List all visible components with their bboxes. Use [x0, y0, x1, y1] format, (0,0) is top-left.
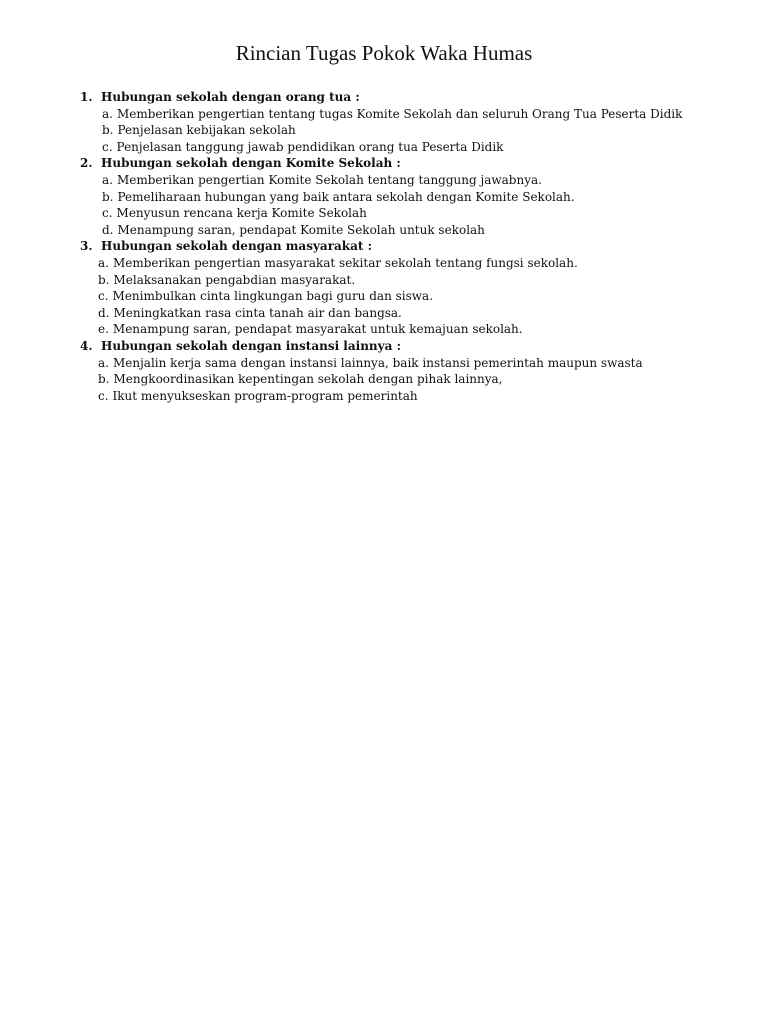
list-item	[102, 205, 697, 222]
section-title: Hubungan sekolah dengan masyarakat :	[101, 239, 373, 254]
section-heading	[80, 89, 697, 106]
list-item	[98, 272, 697, 289]
item-letter: b.	[102, 189, 114, 204]
section-1	[80, 89, 697, 155]
item-letter: b.	[102, 123, 114, 138]
section-number: 2.	[80, 156, 93, 171]
item-letter: a.	[102, 172, 113, 187]
item-text: Menjalin kerja sama dengan instansi lainnya, baik instansi pemerintah maupun swasta	[112, 355, 643, 370]
item-letter: c.	[98, 289, 109, 304]
list-item	[102, 122, 697, 139]
item-text: Memberikan pengertian tentang tugas Komite Sekolah dan seluruh Orang Tua Peserta Didik	[116, 106, 683, 121]
item-letter: d.	[102, 222, 114, 237]
item-text: Penjelasan kebijakan sekolah	[117, 123, 296, 138]
item-letter: a.	[98, 355, 109, 370]
item-letter: b.	[98, 272, 110, 287]
section-items	[80, 106, 697, 156]
item-text: Ikut menyukseskan program-program pemerintah	[112, 388, 418, 403]
section-title: Hubungan sekolah dengan Komite Sekolah :	[101, 156, 401, 171]
list-item	[98, 288, 697, 305]
section-number: 3.	[80, 239, 93, 254]
section-title: Hubungan sekolah dengan orang tua :	[101, 90, 360, 104]
list-item	[98, 305, 697, 322]
section-number: 1.	[80, 90, 93, 104]
section-title: Hubungan sekolah dengan instansi lainnya :	[101, 338, 402, 353]
list-item	[98, 371, 697, 388]
section-3	[80, 238, 697, 338]
item-text: Menampung saran, pendapat masyarakat untuk kemajuan sekolah.	[112, 322, 523, 337]
section-heading	[80, 155, 697, 172]
item-letter: c.	[98, 388, 109, 403]
section-items	[80, 255, 697, 338]
item-text: Meningkatkan rasa cinta tanah air dan bangsa.	[113, 305, 402, 320]
list-item	[102, 222, 697, 239]
list-item	[98, 388, 697, 405]
item-text: Mengkoordinasikan kepentingan sekolah dengan pihak lainnya,	[113, 372, 503, 387]
item-letter: a.	[102, 106, 113, 121]
item-text: Menyusun rencana kerja Komite Sekolah	[116, 206, 367, 221]
list-item	[102, 139, 697, 156]
section-2	[80, 155, 697, 238]
item-text: Pemeliharaan hubungan yang baik antara sekolah dengan Komite Sekolah.	[117, 189, 575, 204]
section-items	[80, 172, 697, 238]
section-4	[80, 338, 697, 404]
item-text: Memberikan pengertian masyarakat sekitar sekolah tentang fungsi sekolah.	[112, 255, 578, 270]
list-item	[98, 321, 697, 338]
item-text: Penjelasan tanggung jawab pendidikan orang tua Peserta Didik	[116, 139, 504, 154]
item-letter: d.	[98, 305, 110, 320]
section-heading	[80, 238, 697, 255]
list-item	[102, 172, 697, 189]
item-letter: b.	[98, 372, 110, 387]
task-list	[80, 89, 697, 404]
list-item	[102, 106, 697, 123]
list-item	[98, 255, 697, 272]
section-items	[80, 355, 697, 405]
item-text: Melaksanakan pengabdian masyarakat.	[113, 272, 356, 287]
item-letter: a.	[98, 255, 109, 270]
list-item	[102, 189, 697, 206]
item-letter: e.	[98, 322, 109, 337]
section-heading	[80, 338, 697, 355]
list-item	[98, 355, 697, 372]
section-number: 4.	[80, 338, 93, 353]
item-text: Menampung saran, pendapat Komite Sekolah untuk sekolah	[117, 222, 485, 237]
document-title: Rincian Tugas Pokok Waka Humas	[235, 41, 533, 65]
item-letter: c.	[102, 206, 113, 221]
item-text: Menimbulkan cinta lingkungan bagi guru dan siswa.	[112, 289, 434, 304]
item-letter: c.	[102, 139, 113, 154]
item-text: Memberikan pengertian Komite Sekolah tentang tanggung jawabnya.	[116, 172, 542, 187]
